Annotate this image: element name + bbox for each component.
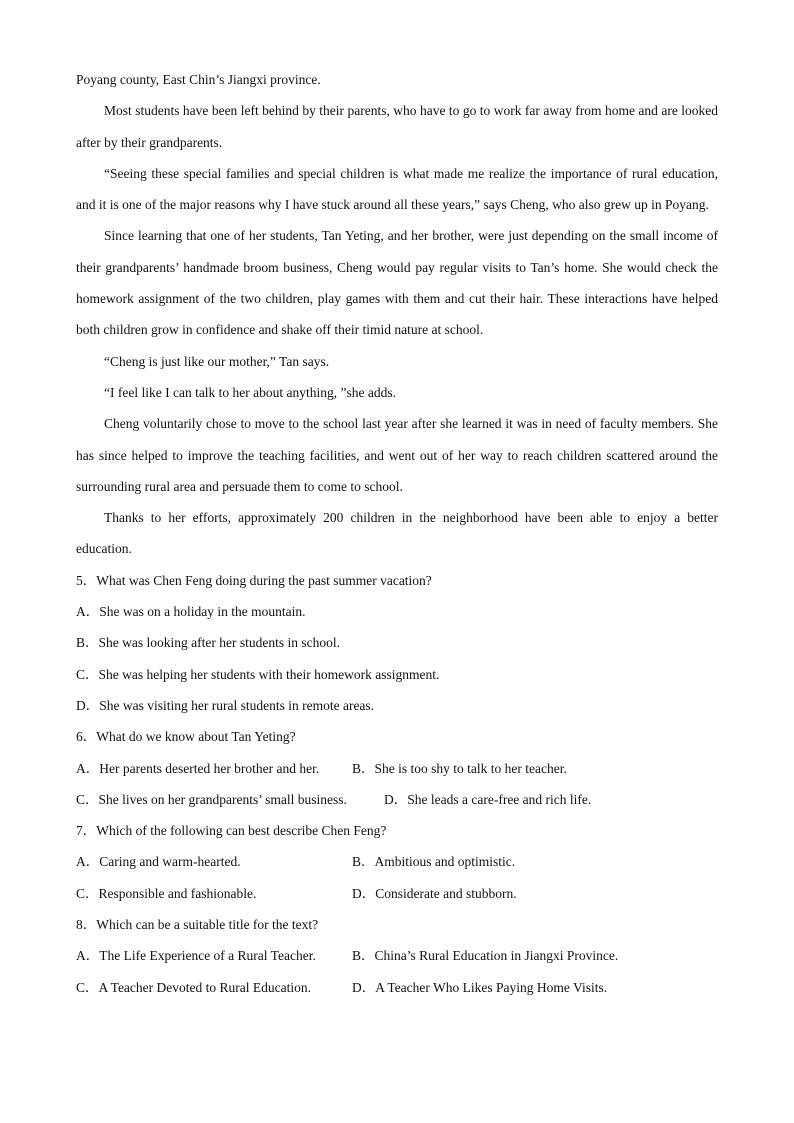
document-page [76,64,718,1003]
paragraph: “Cheng is just like our mother,” Tan says. [104,353,330,369]
paragraph: Thanks to her efforts, approximately 200 children in the neighborhood have been able to enjoy a better education. [76,510,718,557]
option-c: C．A Teacher Devoted to Rural Education. [76,979,311,995]
question-stem: 5．What was Chen Feng doing during the past summer vacation? [76,572,432,588]
question-8 [76,909,718,1003]
paragraph: Poyang county, East Chin’s Jiangxi province. [76,72,321,87]
option-row [76,753,718,784]
paragraph: Most students have been left behind by their parents, who have to go to work far away from home and are looked after by their grandparents. [76,103,718,150]
option-row [76,878,718,909]
paragraph: Since learning that one of her students, Tan Yeting, and her brother, were just depending on the small income of their grandparents’ handmade broom business, Cheng would pay regular visits to Tan’s home. She would check the homework assignment of the two children, play games with them and cut their hair. These interactions have helped both children grow in confidence and shake off their timid nature at school. [76,228,718,338]
option-a: A．Her parents deserted her brother and her. [76,760,320,776]
option-d: D．A Teacher Who Likes Paying Home Visits. [352,979,608,995]
option-a: A．Caring and warm-hearted. [76,854,241,870]
question-stem: 8．Which can be a suitable title for the text? [76,917,319,933]
option-a: A．The Life Experience of a Rural Teacher. [76,948,316,964]
question-stem: 7．Which of the following can best describe Chen Feng? [76,823,387,839]
option-row [76,940,718,971]
paragraph: “I feel like I can talk to her about anything, ”she adds. [104,384,397,400]
question-5 [76,565,718,721]
paragraph: “Seeing these special families and special children is what made me realize the importance of rural education, and it is one of the major reasons why I have stuck around all these years,” says Cheng, who also grew up in Poyang. [76,165,718,213]
question-7 [76,815,718,909]
option-row [76,972,718,1003]
option-c: C．She was helping her students with their homework assignment. [76,666,440,682]
option-b: B．China’s Rural Education in Jiangxi Province. [352,948,619,964]
option-c: C．She lives on her grandparents’ small business. [76,791,347,807]
option-d: D．She was visiting her rural students in remote areas. [76,697,375,713]
option-row [76,846,718,877]
paragraph: Cheng voluntarily chose to move to the school last year after she learned it was in need of faculty members. She has since helped to improve the teaching facilities, and went out of her way to reach children scattered around the surrounding rural area and persuade them to come to school. [76,416,718,494]
question-stem: 6．What do we know about Tan Yeting? [76,729,296,745]
option-d: D．Considerate and stubborn. [352,885,517,901]
option-b: B．She is too shy to talk to her teacher. [352,760,567,776]
article-body [76,64,718,565]
option-a: A．She was on a holiday in the mountain. [76,604,306,620]
option-b: B．She was looking after her students in school. [76,635,340,651]
option-d: D．She leads a care-free and rich life. [384,791,592,807]
option-b: B．Ambitious and optimistic. [352,854,516,870]
question-6 [76,721,718,815]
option-row [76,784,718,815]
option-c: C．Responsible and fashionable. [76,885,257,901]
